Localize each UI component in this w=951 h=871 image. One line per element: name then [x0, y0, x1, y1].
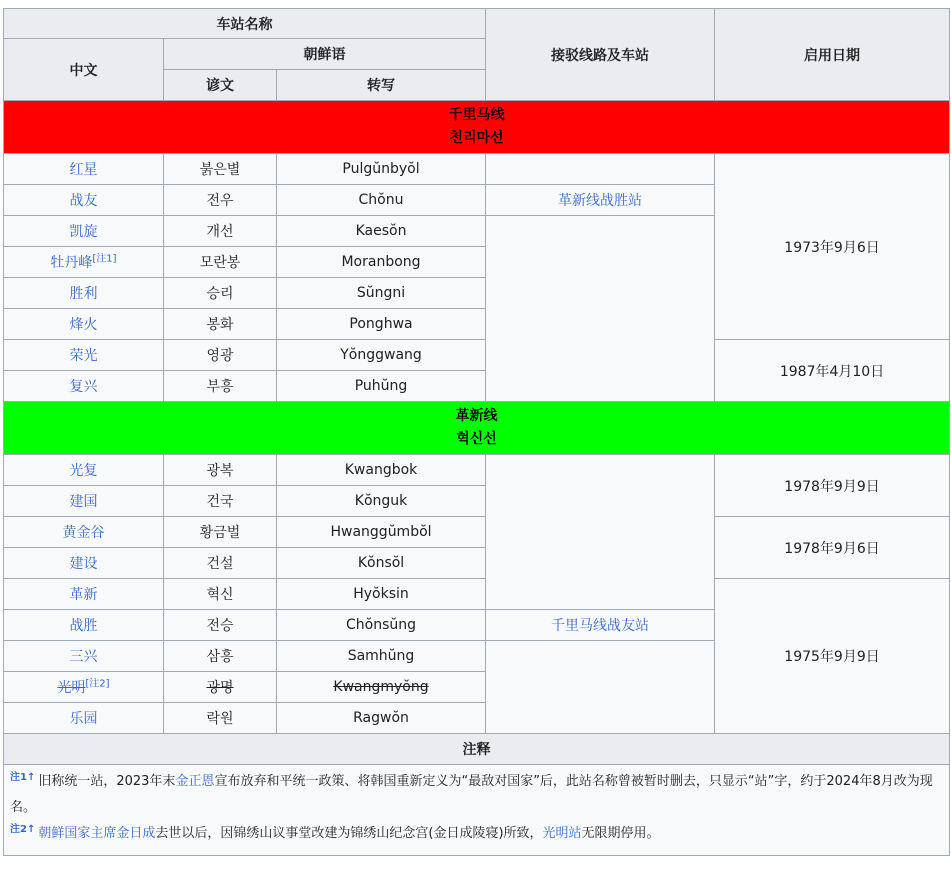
connections-header: 接驳线路及车站	[486, 9, 715, 101]
station-hangul: 모란봉	[164, 247, 277, 278]
station-link[interactable]: 荣光	[69, 348, 98, 364]
station-romanization-closed: Kwangmyŏng	[277, 672, 486, 703]
opening-date: 1978年9月9日	[715, 455, 950, 517]
station-link[interactable]: 凯旋	[69, 224, 98, 240]
station-hangul-closed: 광명	[164, 672, 277, 703]
hangul-header: 谚文	[164, 70, 277, 101]
korean-header: 朝鲜语	[164, 39, 486, 70]
station-link[interactable]: 红星	[69, 162, 98, 178]
station-link[interactable]: 黄金谷	[62, 525, 105, 541]
station-romanization: Kwangbok	[277, 455, 486, 486]
station-link[interactable]: 战友	[69, 193, 98, 209]
station-link[interactable]: 光复	[69, 463, 98, 479]
station-hangul: 부흥	[164, 371, 277, 402]
station-romanization: Ponghwa	[277, 309, 486, 340]
table-row	[4, 579, 950, 610]
station-link[interactable]: 胜利	[69, 286, 98, 302]
station-hangul: 건국	[164, 486, 277, 517]
station-link[interactable]: 乐园	[69, 711, 98, 727]
station-romanization: Ragwŏn	[277, 703, 486, 734]
note-backlink[interactable]: 注2↑	[10, 823, 36, 835]
opening-date-header: 启用日期	[715, 9, 950, 101]
opening-date: 1987年4月10日	[715, 340, 950, 402]
station-hangul: 영광	[164, 340, 277, 371]
opening-date: 1975年9月9日	[715, 579, 950, 734]
table-row	[4, 340, 950, 371]
notes-body	[4, 765, 950, 856]
station-romanization: Kŏnsŏl	[277, 548, 486, 579]
footnote-link[interactable]: [注1]	[92, 253, 117, 265]
chinese-header: 中文	[4, 39, 164, 101]
station-hangul: 전우	[164, 185, 277, 216]
table-row	[4, 154, 950, 185]
note-1: $^{注1↑}$ 旧称统一站，2023年末金正恩宣布放弃和平统一政策、将韩国重新定义为“最敌对国家”后，此站名称曾被暂时删去，只显示“站”字，约于2024年8月改为现名。	[10, 771, 933, 815]
station-link[interactable]: 建设	[69, 556, 98, 572]
station-hangul: 광복	[164, 455, 277, 486]
station-hangul: 락원	[164, 703, 277, 734]
station-romanization: Sŭngni	[277, 278, 486, 309]
opening-date: 1973年9月6日	[715, 154, 950, 340]
romanization-header: 转写	[277, 70, 486, 101]
station-link-closed[interactable]: 光明	[57, 680, 86, 696]
station-romanization: Chŏnu	[277, 185, 486, 216]
station-hangul: 건설	[164, 548, 277, 579]
station-romanization: Pulgŭnbyŏl	[277, 154, 486, 185]
opening-date: 1978年9月6日	[715, 517, 950, 579]
station-romanization: Yŏnggwang	[277, 340, 486, 371]
connection-empty	[486, 154, 715, 185]
metro-stations-table	[3, 8, 950, 856]
station-link[interactable]: 三兴	[69, 649, 98, 665]
station-romanization: Kŏnguk	[277, 486, 486, 517]
connection-empty	[486, 641, 715, 734]
station-link[interactable]: 战胜	[69, 618, 98, 634]
line-name-ko: 혁신선	[456, 431, 497, 447]
station-romanization: Hwanggŭmbŏl	[277, 517, 486, 548]
note-2: $^{注2↑}$ 朝鲜国家主席金日成去世以后，因锦绣山议事堂改建为锦绣山纪念宫(金日成陵寝)所致，光明站无限期停用。	[10, 823, 660, 841]
station-hangul: 봉화	[164, 309, 277, 340]
station-hangul: 승리	[164, 278, 277, 309]
station-hangul: 전승	[164, 610, 277, 641]
station-link[interactable]: 光明站	[542, 826, 582, 841]
station-romanization: Puhŭng	[277, 371, 486, 402]
footnote-link[interactable]: [注2]	[85, 678, 110, 690]
line-name-zh: 革新线	[455, 408, 498, 424]
station-hangul: 황금벌	[164, 517, 277, 548]
line-name-zh: 千里马线	[448, 107, 505, 123]
station-romanization: Samhŭng	[277, 641, 486, 672]
station-link[interactable]: 牡丹峰	[50, 255, 93, 271]
notes-header: 注释	[4, 734, 950, 765]
station-link[interactable]: 建国	[69, 494, 98, 510]
person-link[interactable]: 金日成	[116, 826, 156, 841]
station-romanization: Kaesŏn	[277, 216, 486, 247]
station-hangul: 개선	[164, 216, 277, 247]
station-link[interactable]: 革新	[69, 587, 98, 603]
person-link[interactable]: 朝鲜国家主席	[38, 826, 117, 841]
note-backlink[interactable]: 注1↑	[10, 771, 36, 783]
table-row	[4, 517, 950, 548]
station-romanization: Hyŏksin	[277, 579, 486, 610]
station-link[interactable]: 复兴	[69, 379, 98, 395]
station-romanization: Moranbong	[277, 247, 486, 278]
line-name-ko: 천리마선	[449, 130, 504, 146]
connection-link[interactable]: 革新线战胜站	[558, 193, 643, 209]
station-hangul: 붉은별	[164, 154, 277, 185]
connection-empty	[486, 216, 715, 402]
station-hangul: 삼흥	[164, 641, 277, 672]
person-link[interactable]: 金正恩	[175, 774, 215, 789]
station-hangul: 혁신	[164, 579, 277, 610]
line-header-chollima	[4, 101, 950, 154]
station-link[interactable]: 烽火	[69, 317, 98, 333]
connection-link[interactable]: 千里马线战友站	[551, 618, 650, 634]
connection-empty	[486, 455, 715, 610]
line-header-hyoksin	[4, 402, 950, 455]
station-name-header: 车站名称	[4, 9, 486, 39]
table-row	[4, 455, 950, 486]
station-romanization: Chŏnsŭng	[277, 610, 486, 641]
